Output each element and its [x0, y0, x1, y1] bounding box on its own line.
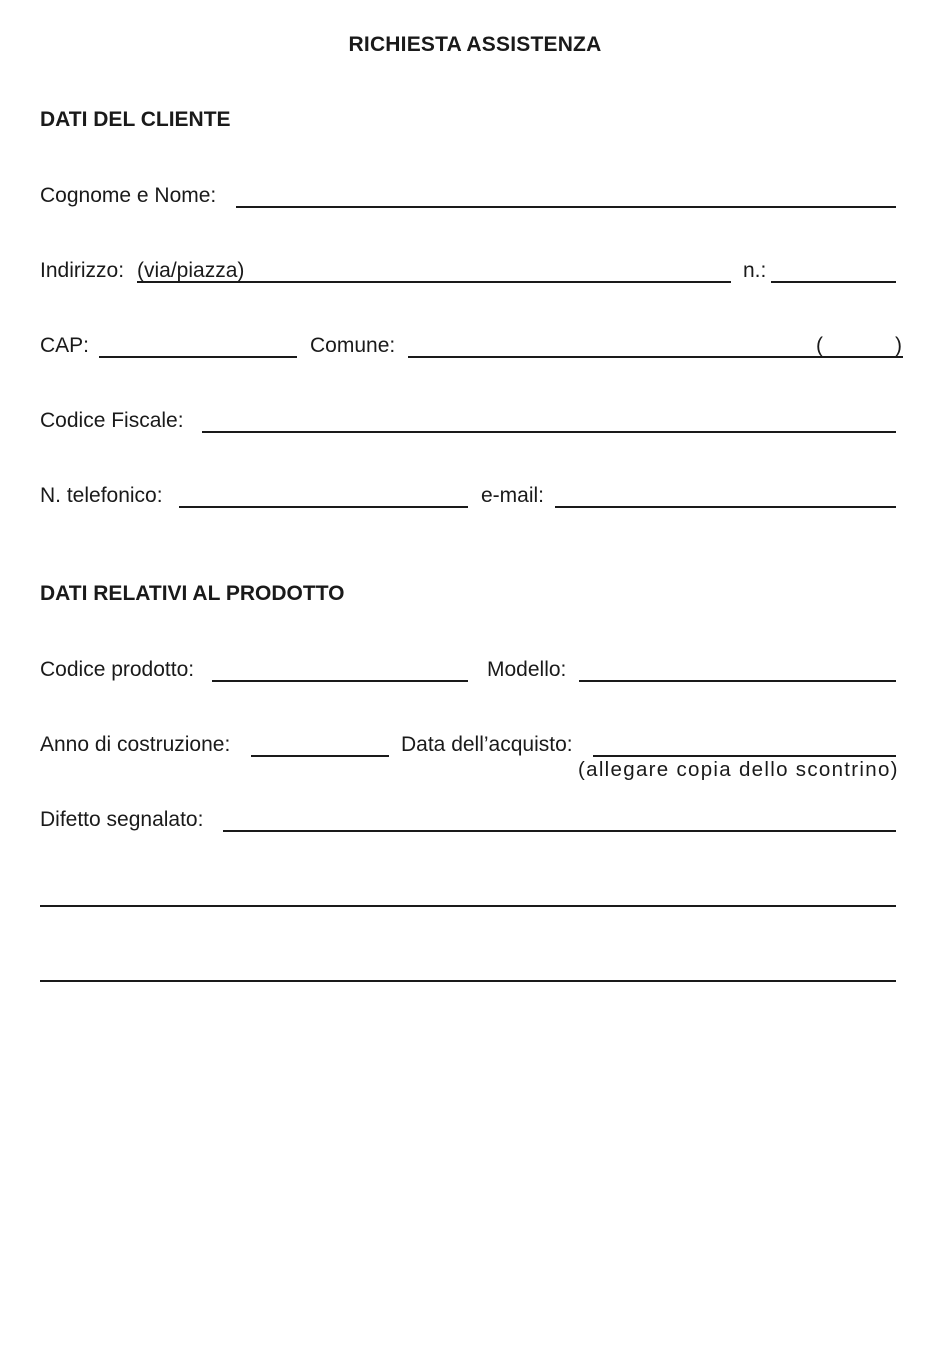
- email-field[interactable]: [555, 506, 896, 508]
- email-label: e-mail:: [481, 484, 545, 507]
- house-number-field[interactable]: [771, 281, 896, 283]
- year-field[interactable]: [251, 755, 389, 757]
- cap-label: CAP:: [40, 334, 90, 357]
- defect-field-line-3[interactable]: [40, 980, 896, 982]
- name-label: Cognome e Nome:: [40, 184, 217, 207]
- year-label: Anno di costruzione:: [40, 733, 231, 756]
- phone-label: N. telefonico:: [40, 484, 163, 507]
- defect-field-line-1[interactable]: [223, 830, 896, 832]
- province-open-paren: (: [816, 334, 823, 357]
- defect-field-line-2[interactable]: [40, 905, 896, 907]
- purchase-date-field[interactable]: [593, 755, 896, 757]
- receipt-note: (allegare copia dello scontrino): [578, 758, 899, 781]
- phone-field[interactable]: [179, 506, 468, 508]
- product-code-label: Codice prodotto:: [40, 658, 195, 681]
- address-label: Indirizzo:: [40, 259, 125, 282]
- comune-field[interactable]: [408, 356, 903, 358]
- product-section-heading: DATI RELATIVI AL PRODOTTO: [40, 582, 345, 605]
- comune-label: Comune:: [310, 334, 396, 357]
- model-field[interactable]: [579, 680, 896, 682]
- product-code-field[interactable]: [212, 680, 468, 682]
- customer-section-heading: DATI DEL CLIENTE: [40, 108, 231, 131]
- province-close-paren: ): [895, 334, 902, 357]
- address-field[interactable]: [137, 281, 731, 283]
- purchase-date-label: Data dell’acquisto:: [401, 733, 573, 756]
- fiscal-code-label: Codice Fiscale:: [40, 409, 184, 432]
- house-number-label: n.:: [743, 259, 767, 282]
- model-label: Modello:: [487, 658, 567, 681]
- name-field[interactable]: [236, 206, 896, 208]
- cap-field[interactable]: [99, 356, 297, 358]
- defect-label: Difetto segnalato:: [40, 808, 204, 831]
- address-hint: (via/piazza): [137, 259, 245, 282]
- fiscal-code-field[interactable]: [202, 431, 896, 433]
- form-title: RICHIESTA ASSISTENZA: [348, 33, 602, 56]
